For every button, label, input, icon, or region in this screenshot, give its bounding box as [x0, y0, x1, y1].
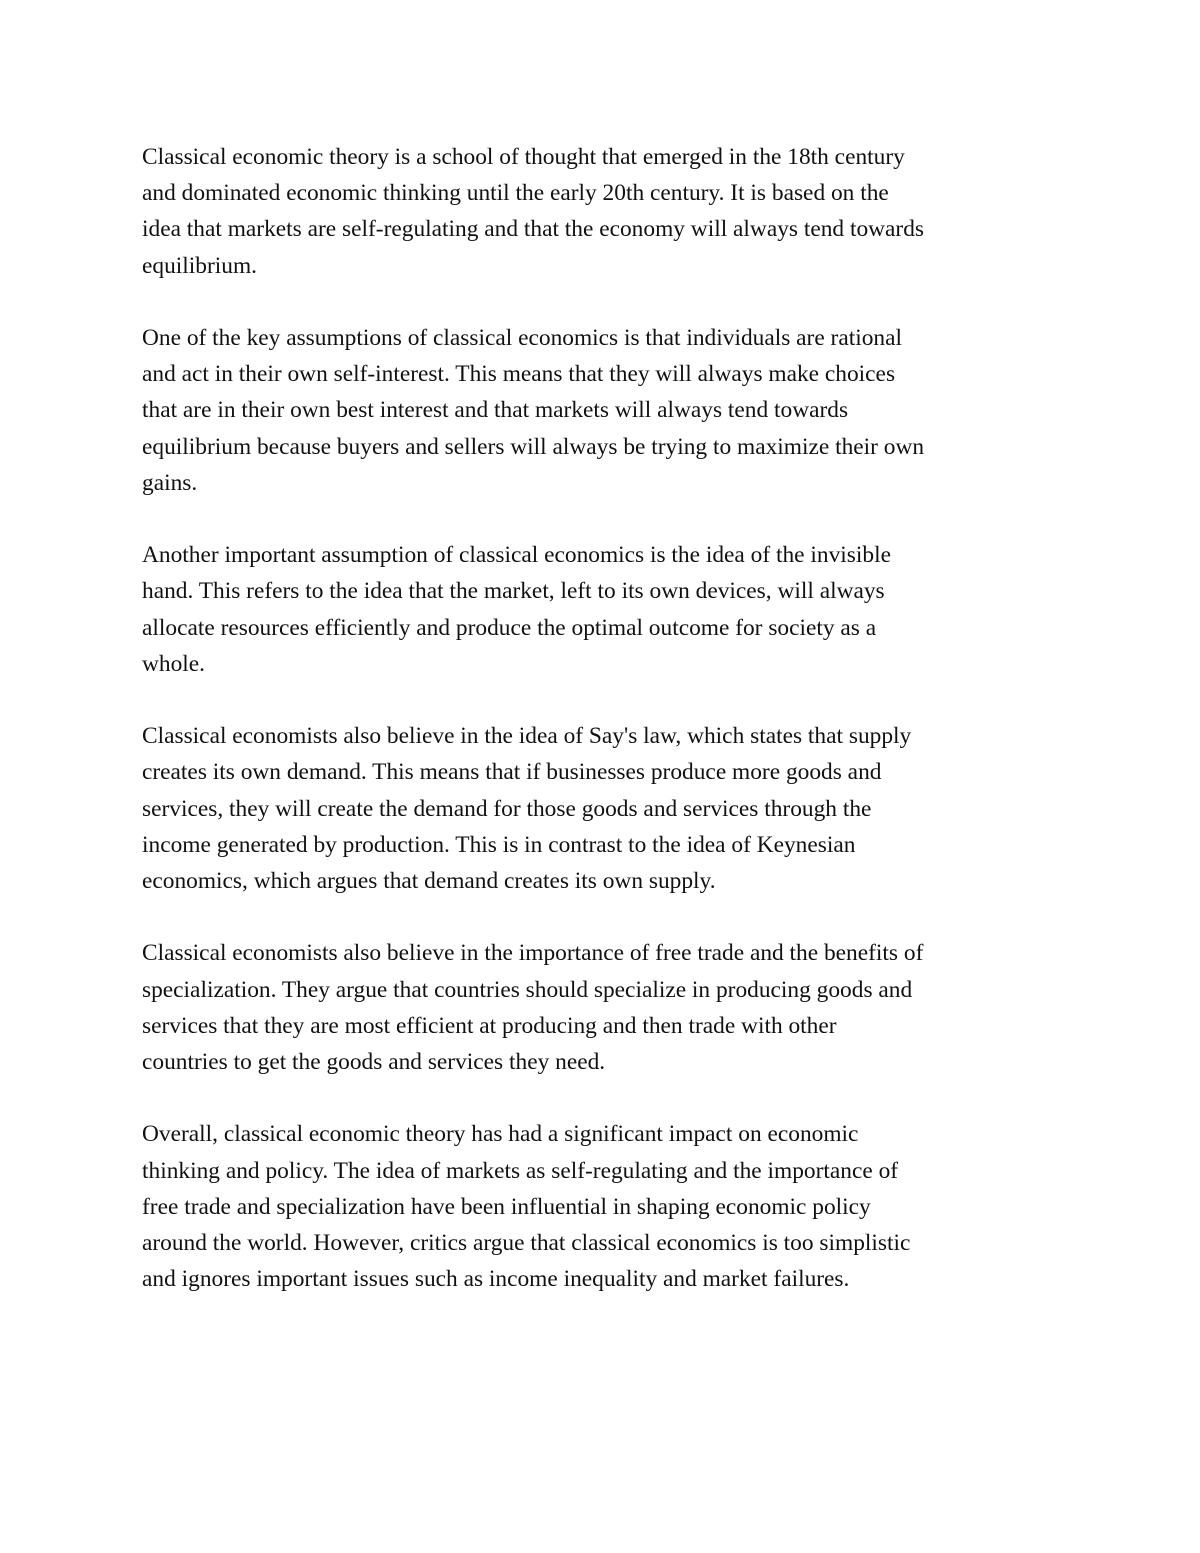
- text-line: whole.: [142, 650, 206, 677]
- paragraph-1: [142, 139, 1072, 284]
- text-line: Classical economic theory is a school of thought that emerged in the 18th century: [142, 144, 905, 170]
- text-line: Another important assumption of classical economics is the idea of the invisible: [142, 542, 891, 569]
- text-line: and dominated economic thinking until the early 20th century. It is based on the: [142, 180, 889, 207]
- paragraph-2: [142, 320, 1072, 501]
- paragraph-6: [142, 1116, 1072, 1297]
- text-line: and act in their own self-interest. This means that they will always make choices: [142, 361, 896, 388]
- text-line: around the world. However, critics argue that classical economics is too simplistic: [142, 1230, 911, 1257]
- paragraph-5: [142, 935, 1072, 1080]
- paragraph-4: [142, 718, 1072, 899]
- text-line: specialization. They argue that countries should specialize in producing goods and: [142, 976, 913, 1003]
- text-line: countries to get the goods and services they need.: [142, 1049, 606, 1076]
- text-line: and ignores important issues such as income inequality and market failures.: [142, 1266, 850, 1293]
- text-line: services that they are most efficient at producing and then trade with other: [142, 1012, 837, 1039]
- text-line: Classical economists also believe in the idea of Say's law, which states that supply: [142, 723, 912, 750]
- text-line: free trade and specialization have been influential in shaping economic policy: [142, 1193, 871, 1220]
- text-line: thinking and policy. The idea of markets as self-regulating and the importance of: [142, 1157, 899, 1184]
- text-line: income generated by production. This is in contrast to the idea of Keynesian: [142, 831, 856, 858]
- text-line: equilibrium because buyers and sellers will always be trying to maximize their own: [142, 433, 925, 460]
- text-line: services, they will create the demand for those goods and services through the: [142, 795, 872, 822]
- text-line: Classical economists also believe in the importance of free trade and the benefits of: [142, 940, 924, 967]
- document-body: [142, 139, 1072, 1334]
- text-line: One of the key assumptions of classical economics is that individuals are rational: [142, 325, 903, 351]
- text-line: Overall, classical economic theory has had a significant impact on economic: [142, 1121, 859, 1148]
- text-line: economics, which argues that demand creates its own supply.: [142, 868, 716, 895]
- paragraph-3: [142, 537, 1072, 682]
- text-line: idea that markets are self-regulating and that the economy will always tend towards: [142, 216, 925, 243]
- text-line: allocate resources efficiently and produce the optimal outcome for society as a: [142, 614, 877, 641]
- text-line: that are in their own best interest and that markets will always tend towards: [142, 397, 849, 424]
- text-line: creates its own demand. This means that if businesses produce more goods and: [142, 759, 882, 786]
- text-line: equilibrium.: [142, 252, 257, 279]
- text-line: gains.: [142, 469, 198, 496]
- text-line: hand. This refers to the idea that the market, left to its own devices, will always: [142, 578, 885, 605]
